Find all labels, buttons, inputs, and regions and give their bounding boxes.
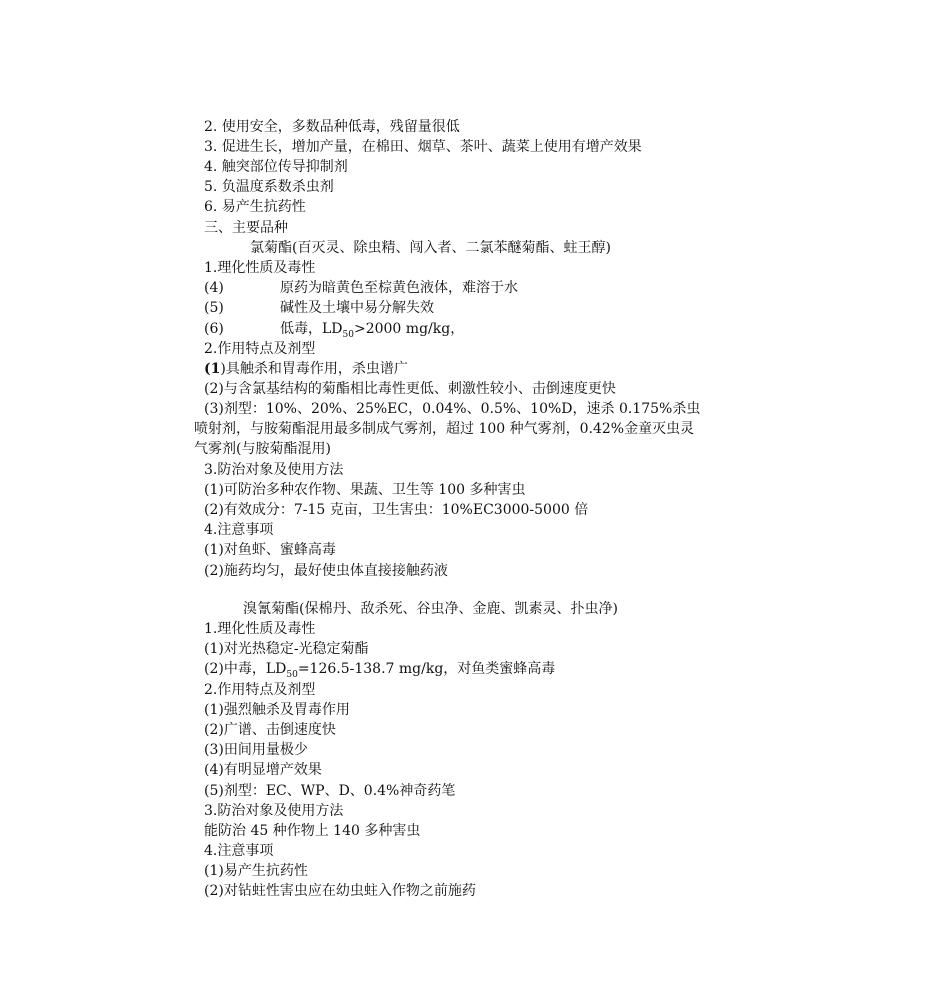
cyp-heading-features: 2.作用特点及剂型 <box>204 341 316 357</box>
del-heading-properties: 1.理化性质及毒性 <box>204 621 316 637</box>
cyp-feature-1-text: )具触杀和胃毒作用，杀虫谱广 <box>220 361 408 377</box>
cyp-feature-1 <box>204 359 408 379</box>
cyp-property-4-text: 原药为暗黄色至棕黄色液体，难溶于水 <box>280 280 518 296</box>
cyp-heading-properties: 1.理化性质及毒性 <box>204 260 316 276</box>
cyp-property-4-num: (4) <box>204 280 224 296</box>
cyp-heading-usage: 3.防治对象及使用方法 <box>204 462 344 478</box>
cyp-ld-post: >2000 mg/kg， <box>353 321 465 337</box>
cyp-property-5-num: (5) <box>204 300 224 316</box>
intro-line-6: 6. 易产生抗药性 <box>204 199 306 215</box>
cyp-property-5 <box>204 298 434 318</box>
del-feature-4: (4)有明显增产效果 <box>204 762 322 778</box>
del-usage-1: 能防治 45 种作物上 140 多种害虫 <box>204 823 421 839</box>
del-heading-notes: 4.注意事项 <box>204 843 274 859</box>
cyp-feature-1-num: (1 <box>204 361 221 377</box>
del-heading-features: 2.作用特点及剂型 <box>204 682 316 698</box>
del-feature-5: (5)剂型：EC、WP、D、0.4%神奇药笔 <box>204 783 456 799</box>
intro-line-4: 4. 触突部位传导抑制剂 <box>204 159 348 175</box>
del-note-1: (1)易产生抗药性 <box>204 863 308 879</box>
cyp-note-1: (1)对鱼虾、蜜蜂高毒 <box>204 542 336 558</box>
cyp-property-4 <box>204 278 518 298</box>
cyp-property-6-num: (6) <box>204 321 224 337</box>
del-feature-2: (2)广谱、击倒速度快 <box>204 722 336 738</box>
del-ld-post: =126.5-138.7 mg/kg，对鱼类蜜蜂高毒 <box>297 661 556 677</box>
intro-line-5: 5. 负温度系数杀虫剂 <box>204 179 334 195</box>
del-property-1: (1)对光热稳定-光稳定菊酯 <box>204 641 369 657</box>
cypermethrin-title: 氯菊酯(百灭灵、除虫精、闯入者、二氯苯醚菊酯、蛀王醇) <box>250 240 611 256</box>
cyp-feature-2: (2)与含氯基结构的菊酯相比毒性更低、刺激性较小、击倒速度更快 <box>204 381 616 397</box>
intro-line-3: 3. 促进生长，增加产量，在棉田、烟草、茶叶、蔬菜上使用有增产效果 <box>204 139 642 155</box>
del-feature-1: (1)强烈触杀及胃毒作用 <box>204 702 350 718</box>
cyp-usage-2: (2)有效成分：7-15 克亩，卫生害虫：10%EC3000-5000 倍 <box>204 502 589 518</box>
cyp-note-2: (2)施药均匀，最好使虫体直接接触药液 <box>204 563 448 579</box>
cyp-usage-1: (1)可防治多种农作物、果蔬、卫生等 100 多种害虫 <box>204 482 526 498</box>
del-heading-usage: 3.防治对象及使用方法 <box>204 803 344 819</box>
cyp-heading-notes: 4.注意事项 <box>204 522 274 538</box>
cyp-property-5-text: 碱性及土壤中易分解失效 <box>280 300 434 316</box>
del-property-2 <box>204 659 555 679</box>
del-ld-pre: (2)中毒，LD <box>204 661 287 677</box>
cyp-feature-3-text: (3)剂型：10%、20%、25%EC，0.04%、0.5%、10%D，速杀 0.175%杀虫喷射剂，与胺菊酯混用最多制成气雾剂，超过 100 种气雾剂，0.42%金童灭虫灵气雾剂(与胺菊酯混用) <box>194 401 701 457</box>
cyp-ld-sub: 50 <box>342 330 354 340</box>
del-note-2: (2)对钻蛀性害虫应在幼虫蛀入作物之前施药 <box>204 883 476 899</box>
cyp-property-6 <box>204 319 464 339</box>
section-title-main-varieties: 三、主要品种 <box>204 220 288 236</box>
del-feature-3: (3)田间用量极少 <box>204 742 308 758</box>
cyp-ld-pre: 低毒，LD <box>280 321 343 337</box>
cyp-feature-3-paragraph <box>194 399 704 459</box>
deltamethrin-title: 溴氰菊酯(保棉丹、敌杀死、谷虫净、金鹿、凯素灵、扑虫净) <box>243 601 618 617</box>
del-ld-sub: 50 <box>286 670 298 680</box>
intro-line-2: 2. 使用安全，多数品种低毒，残留量很低 <box>204 119 460 135</box>
